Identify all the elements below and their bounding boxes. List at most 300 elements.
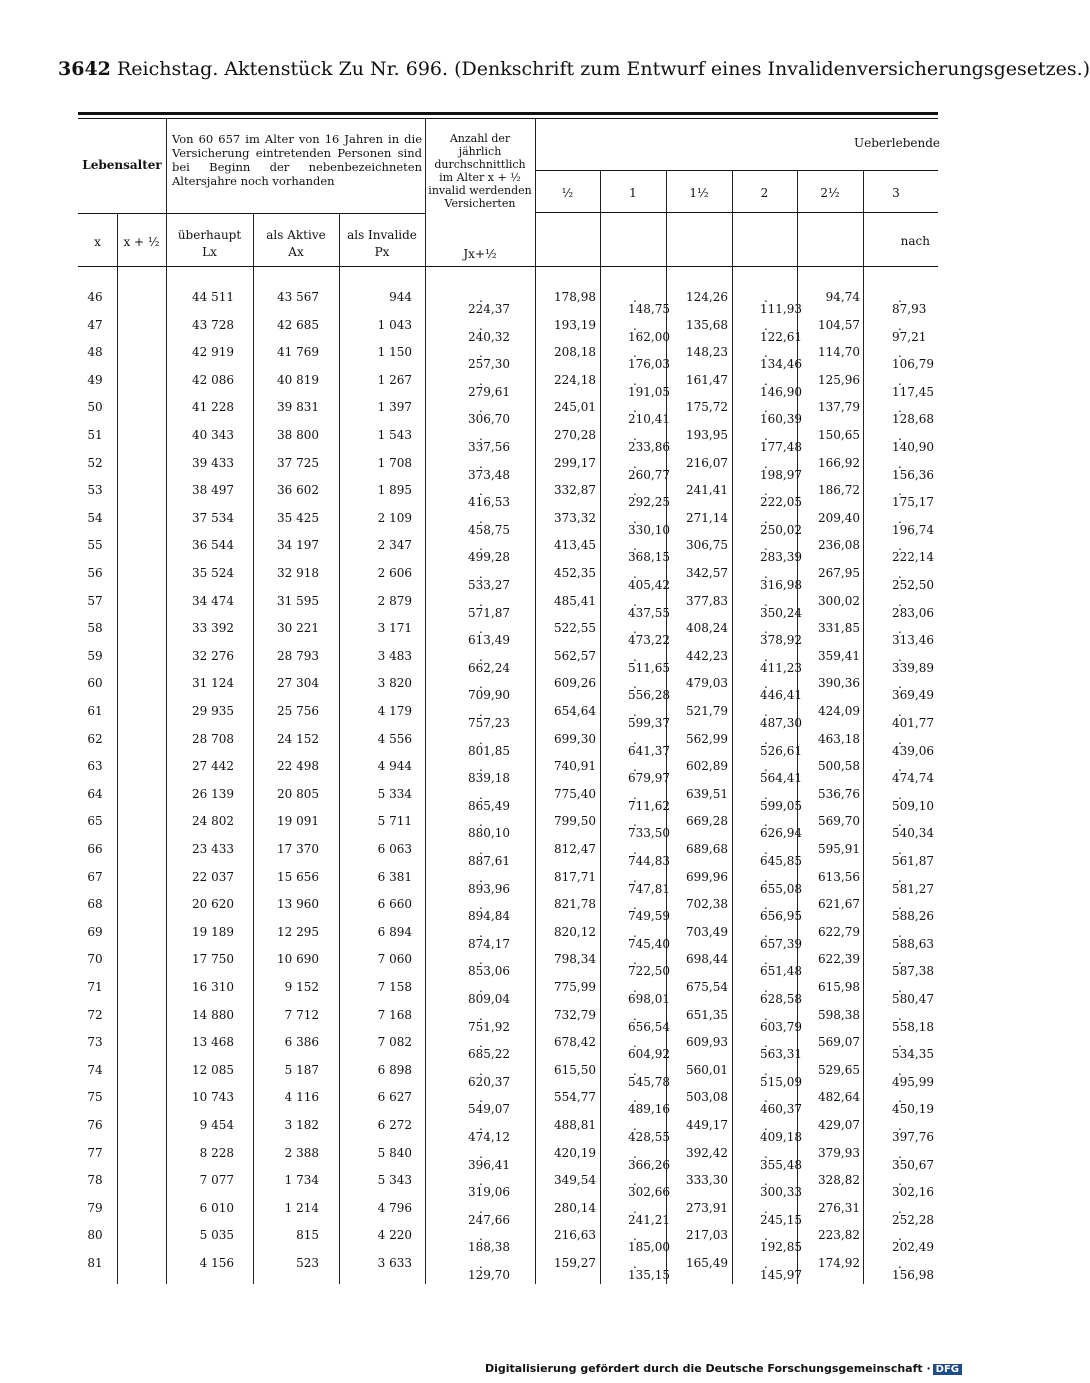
row-age: 54 bbox=[87, 510, 103, 525]
row-lx: 23 433 bbox=[192, 842, 234, 856]
row-y4: 192,85 bbox=[760, 1240, 802, 1255]
row-jx: 416,53 bbox=[468, 495, 510, 510]
row-jx-dot: . bbox=[479, 1257, 483, 1271]
col-line-6 bbox=[535, 119, 536, 1284]
row-age: 50 bbox=[87, 400, 103, 415]
row-px: 4 179 bbox=[377, 704, 412, 718]
row-ax: 42 685 bbox=[277, 317, 319, 332]
row-y4: 626,94 bbox=[760, 826, 802, 841]
row-y1: 216,63 bbox=[554, 1228, 596, 1243]
row-px: 6 381 bbox=[377, 869, 412, 884]
row-y3: 271,14 bbox=[686, 510, 728, 525]
row-y3: 689,68 bbox=[686, 842, 728, 856]
row-jx-dot: . bbox=[479, 1063, 483, 1078]
row-age: 61 bbox=[87, 704, 103, 718]
row-jx: 306,70 bbox=[468, 412, 510, 427]
row-y2: 191,05 bbox=[628, 384, 670, 399]
row-y1: 654,64 bbox=[554, 704, 596, 718]
row-y4: 526,61 bbox=[760, 743, 802, 758]
row-y3: 392,42 bbox=[686, 1145, 728, 1160]
row-y1: 299,17 bbox=[554, 455, 596, 470]
row-jx: 533,27 bbox=[468, 578, 510, 592]
row-y5: 621,67 bbox=[818, 897, 860, 912]
row-y2: 185,00 bbox=[628, 1240, 670, 1255]
row-px: 5 840 bbox=[377, 1145, 412, 1160]
header-rule-age bbox=[78, 213, 166, 214]
row-jx-dot: . bbox=[479, 981, 483, 995]
row-y4-dot: . bbox=[764, 1036, 768, 1051]
row-y1: 699,30 bbox=[554, 731, 596, 746]
row-y4: 460,37 bbox=[760, 1102, 802, 1117]
row-jx-dot: . bbox=[479, 925, 483, 940]
row-age: 62 bbox=[87, 731, 103, 746]
row-y2: 473,22 bbox=[628, 633, 670, 648]
row-y4: 656,95 bbox=[760, 909, 802, 924]
row-age: 76 bbox=[87, 1118, 103, 1132]
row-y4: 245,15 bbox=[760, 1212, 802, 1227]
row-px: 1 150 bbox=[377, 345, 412, 360]
row-y5: 359,41 bbox=[818, 648, 860, 663]
row-y2: 241,21 bbox=[628, 1212, 670, 1227]
x-header: x bbox=[94, 235, 101, 249]
row-y1: 224,18 bbox=[554, 372, 596, 387]
row-age: 63 bbox=[87, 759, 103, 774]
row-y6: 561,87 bbox=[892, 854, 934, 868]
row-y6: 495,99 bbox=[892, 1074, 934, 1089]
row-y6-dot: . bbox=[898, 953, 902, 968]
row-y3: 241,41 bbox=[686, 483, 728, 498]
col-line-9 bbox=[732, 171, 733, 1284]
row-y6-dot: . bbox=[898, 1036, 902, 1051]
row-y3: 703,49 bbox=[686, 924, 728, 939]
row-px: 5 334 bbox=[377, 786, 412, 801]
row-y2-dot: . bbox=[633, 291, 637, 305]
row-y2-dot: . bbox=[633, 401, 637, 416]
row-y3: 698,44 bbox=[686, 952, 728, 967]
row-y3: 175,72 bbox=[686, 400, 728, 415]
row-y3: 193,95 bbox=[686, 428, 728, 442]
row-y2: 176,03 bbox=[628, 357, 670, 372]
year-header-6: 3 bbox=[892, 186, 900, 200]
row-y3: 651,35 bbox=[686, 1007, 728, 1022]
row-y6: 369,49 bbox=[892, 688, 934, 703]
row-age: 59 bbox=[87, 648, 103, 663]
row-age: 71 bbox=[87, 980, 103, 994]
row-y1: 488,81 bbox=[554, 1118, 596, 1132]
row-px: 1 397 bbox=[377, 400, 412, 415]
row-y2-dot: . bbox=[633, 429, 637, 443]
row-y1: 799,50 bbox=[554, 814, 596, 829]
row-y6: 588,63 bbox=[892, 936, 934, 951]
row-jx-dot: . bbox=[479, 484, 483, 499]
row-jx: 685,22 bbox=[468, 1047, 510, 1062]
row-y1: 413,45 bbox=[554, 538, 596, 553]
row-lx: 22 037 bbox=[192, 869, 234, 884]
row-y6: 117,45 bbox=[892, 384, 934, 399]
row-y3: 675,54 bbox=[686, 980, 728, 994]
row-y3: 521,79 bbox=[686, 704, 728, 718]
row-y5: 236,08 bbox=[818, 538, 860, 553]
row-jx-dot: . bbox=[479, 677, 483, 692]
row-y6: 196,74 bbox=[892, 522, 934, 537]
row-y1: 373,32 bbox=[554, 510, 596, 525]
row-lx: 42 919 bbox=[192, 345, 234, 360]
row-ax: 3 182 bbox=[284, 1118, 319, 1132]
row-y6-dot: . bbox=[898, 760, 902, 775]
row-age: 48 bbox=[87, 345, 103, 360]
row-ax: 34 197 bbox=[277, 538, 319, 553]
row-ax: 27 304 bbox=[277, 676, 319, 691]
row-y4: 111,93 bbox=[760, 302, 802, 316]
row-y2-dot: . bbox=[633, 981, 637, 995]
header-rule-lower bbox=[535, 212, 938, 213]
row-ax: 815 bbox=[296, 1228, 319, 1243]
row-y5: 300,02 bbox=[818, 593, 860, 608]
row-px: 3 633 bbox=[377, 1256, 412, 1270]
row-y1: 732,79 bbox=[554, 1007, 596, 1022]
row-px: 944 bbox=[389, 290, 412, 304]
row-y2: 428,55 bbox=[628, 1130, 670, 1144]
row-y2: 545,78 bbox=[628, 1074, 670, 1089]
row-y4: 655,08 bbox=[760, 881, 802, 896]
row-y2: 745,40 bbox=[628, 936, 670, 951]
row-jx-dot: . bbox=[479, 787, 483, 802]
row-y6-dot: . bbox=[898, 732, 902, 747]
row-jx: 337,56 bbox=[468, 440, 510, 454]
row-jx-dot: . bbox=[479, 539, 483, 554]
row-y3: 560,01 bbox=[686, 1062, 728, 1077]
row-y2: 749,59 bbox=[628, 909, 670, 924]
x-half-header: x + ½ bbox=[123, 235, 160, 249]
row-y4-dot: . bbox=[764, 373, 768, 388]
row-jx-dot: . bbox=[479, 567, 483, 581]
row-y2-dot: . bbox=[633, 925, 637, 940]
row-jx-dot: . bbox=[479, 1008, 483, 1023]
row-y6: 302,16 bbox=[892, 1185, 934, 1200]
row-ax: 15 656 bbox=[277, 869, 319, 884]
row-y2-dot: . bbox=[633, 898, 637, 913]
top-rule-thick bbox=[78, 112, 938, 115]
row-y5: 482,64 bbox=[818, 1090, 860, 1105]
row-y2: 210,41 bbox=[628, 412, 670, 427]
row-y3: 377,83 bbox=[686, 593, 728, 608]
row-y4-dot: . bbox=[764, 925, 768, 940]
row-age: 66 bbox=[87, 842, 103, 856]
row-y2-dot: . bbox=[633, 705, 637, 719]
row-y6: 313,46 bbox=[892, 633, 934, 648]
aktive-symbol: Ax bbox=[288, 245, 304, 259]
row-y1: 485,41 bbox=[554, 593, 596, 608]
row-y2-dot: . bbox=[633, 787, 637, 802]
invalide-header: als Invalide bbox=[347, 228, 417, 242]
row-y3: 135,68 bbox=[686, 317, 728, 332]
row-y6-dot: . bbox=[898, 594, 902, 609]
row-y2-dot: . bbox=[633, 346, 637, 361]
row-age: 77 bbox=[87, 1145, 103, 1160]
row-y2-dot: . bbox=[633, 677, 637, 692]
row-jx-dot: . bbox=[479, 953, 483, 968]
row-y3: 124,26 bbox=[686, 290, 728, 304]
row-px: 1 895 bbox=[377, 483, 412, 498]
row-age: 53 bbox=[87, 483, 103, 498]
row-jx: 839,18 bbox=[468, 771, 510, 786]
row-y6-dot: . bbox=[898, 705, 902, 719]
row-y1: 245,01 bbox=[554, 400, 596, 415]
row-y2: 711,62 bbox=[628, 798, 670, 813]
row-y6: 558,18 bbox=[892, 1019, 934, 1034]
row-lx: 24 802 bbox=[192, 814, 234, 829]
running-title: Reichstag. Aktenstück Zu Nr. 696. (Denkschrift zum Entwurf eines Invalidenversicherungsgesetzes.) bbox=[116, 58, 1090, 80]
row-px: 4 944 bbox=[377, 759, 412, 774]
row-lx: 29 935 bbox=[192, 704, 234, 718]
row-px: 3 820 bbox=[377, 676, 412, 691]
row-lx: 34 474 bbox=[192, 593, 234, 608]
row-jx-dot: . bbox=[479, 401, 483, 416]
row-jx: 809,04 bbox=[468, 992, 510, 1006]
row-jx: 613,49 bbox=[468, 633, 510, 648]
row-y2: 233,86 bbox=[628, 440, 670, 454]
row-y5: 598,38 bbox=[818, 1007, 860, 1022]
row-px: 1 043 bbox=[377, 317, 412, 332]
row-px: 7 168 bbox=[377, 1007, 412, 1022]
row-y3: 216,07 bbox=[686, 455, 728, 470]
row-y6-dot: . bbox=[898, 1229, 902, 1244]
row-y1: 178,98 bbox=[554, 290, 596, 304]
row-jx: 571,87 bbox=[468, 605, 510, 620]
row-px: 2 879 bbox=[377, 593, 412, 608]
row-px: 6 894 bbox=[377, 924, 412, 939]
row-lx: 19 189 bbox=[192, 924, 234, 939]
row-y4-dot: . bbox=[764, 1201, 768, 1216]
row-px: 3 171 bbox=[377, 621, 412, 636]
row-y2: 747,81 bbox=[628, 881, 670, 896]
row-ax: 36 602 bbox=[277, 483, 319, 498]
row-jx-dot: . bbox=[479, 1091, 483, 1106]
row-y4-dot: . bbox=[764, 953, 768, 968]
row-y6: 140,90 bbox=[892, 440, 934, 454]
row-y2: 405,42 bbox=[628, 578, 670, 592]
row-y6: 202,49 bbox=[892, 1240, 934, 1255]
row-jx: 620,37 bbox=[468, 1074, 510, 1089]
row-jx-dot: . bbox=[479, 1201, 483, 1216]
row-y1: 821,78 bbox=[554, 897, 596, 912]
row-y5: 390,36 bbox=[818, 676, 860, 691]
row-y2: 744,83 bbox=[628, 854, 670, 868]
col-line-7 bbox=[600, 171, 601, 1284]
row-y2-dot: . bbox=[633, 649, 637, 664]
row-y4: 222,05 bbox=[760, 495, 802, 510]
row-lx: 9 454 bbox=[199, 1118, 234, 1132]
row-lx: 33 392 bbox=[192, 621, 234, 636]
row-y3: 408,24 bbox=[686, 621, 728, 636]
row-y2: 722,50 bbox=[628, 964, 670, 979]
row-ax: 22 498 bbox=[277, 759, 319, 774]
row-y4: 409,18 bbox=[760, 1130, 802, 1144]
row-y4-dot: . bbox=[764, 318, 768, 333]
row-px: 4 796 bbox=[377, 1200, 412, 1215]
row-y5: 529,65 bbox=[818, 1062, 860, 1077]
row-age: 65 bbox=[87, 814, 103, 829]
row-y4-dot: . bbox=[764, 1146, 768, 1161]
row-jx: 887,61 bbox=[468, 854, 510, 868]
row-y2: 292,25 bbox=[628, 495, 670, 510]
row-jx-dot: . bbox=[479, 1174, 483, 1189]
row-y6-dot: . bbox=[898, 373, 902, 388]
row-lx: 4 156 bbox=[199, 1256, 234, 1270]
row-y5: 569,07 bbox=[818, 1035, 860, 1050]
row-y4: 628,58 bbox=[760, 992, 802, 1006]
row-y1: 270,28 bbox=[554, 428, 596, 442]
row-y3: 306,75 bbox=[686, 538, 728, 553]
ueberhaupt-header: überhaupt bbox=[177, 228, 242, 242]
row-y3: 333,30 bbox=[686, 1173, 728, 1188]
row-jx-dot: . bbox=[479, 429, 483, 443]
row-ax: 38 800 bbox=[277, 428, 319, 442]
footer-credit bbox=[485, 1362, 962, 1375]
row-y4: 487,30 bbox=[760, 716, 802, 730]
anzahl-symbol: Jx+½ bbox=[463, 247, 497, 261]
anzahl-header: Anzahl der jährlich durchschnittlich im Alter x + ½ invalid werdenden Versicherten bbox=[428, 132, 532, 210]
row-lx: 14 880 bbox=[192, 1007, 234, 1022]
row-y6: 450,19 bbox=[892, 1102, 934, 1117]
row-ax: 12 295 bbox=[277, 924, 319, 939]
row-y6-dot: . bbox=[898, 346, 902, 361]
row-y5: 424,09 bbox=[818, 704, 860, 718]
row-y4: 355,48 bbox=[760, 1157, 802, 1172]
row-jx-dot: . bbox=[479, 511, 483, 526]
row-jx: 893,96 bbox=[468, 881, 510, 896]
row-y2: 698,01 bbox=[628, 992, 670, 1006]
row-jx: 224,37 bbox=[468, 302, 510, 316]
row-lx: 13 468 bbox=[192, 1035, 234, 1050]
row-y6-dot: . bbox=[898, 429, 902, 443]
row-y4-dot: . bbox=[764, 705, 768, 719]
row-y2-dot: . bbox=[633, 843, 637, 857]
row-px: 1 267 bbox=[377, 372, 412, 387]
row-y6-dot: . bbox=[898, 456, 902, 471]
page-number: 3642 bbox=[58, 58, 111, 80]
row-y4-dot: . bbox=[764, 1008, 768, 1023]
row-jx: 458,75 bbox=[468, 522, 510, 537]
footer-text: Digitalisierung gefördert durch die Deutsche Forschungsgemeinschaft · bbox=[484, 1362, 931, 1375]
row-y4: 160,39 bbox=[760, 412, 802, 427]
col-line-5 bbox=[425, 119, 426, 1284]
row-y4-dot: . bbox=[764, 567, 768, 581]
row-jx: 247,66 bbox=[468, 1212, 510, 1227]
row-y2: 302,66 bbox=[628, 1185, 670, 1200]
row-ax: 17 370 bbox=[277, 842, 319, 856]
row-y4: 563,31 bbox=[760, 1047, 802, 1062]
row-age: 47 bbox=[87, 317, 103, 332]
row-y4: 145,97 bbox=[760, 1268, 802, 1282]
row-ax: 39 831 bbox=[277, 400, 319, 415]
row-y1: 522,55 bbox=[554, 621, 596, 636]
row-y2: 368,15 bbox=[628, 550, 670, 565]
row-px: 3 483 bbox=[377, 648, 412, 663]
row-y5: 94,74 bbox=[825, 290, 860, 304]
row-y6: 350,67 bbox=[892, 1157, 934, 1172]
row-y6: 156,36 bbox=[892, 467, 934, 482]
row-y4: 122,61 bbox=[760, 329, 802, 344]
row-y4-dot: . bbox=[764, 539, 768, 554]
col-line-11 bbox=[863, 171, 864, 1284]
row-y6: 540,34 bbox=[892, 826, 934, 841]
row-y6-dot: . bbox=[898, 1008, 902, 1023]
row-y4-dot: . bbox=[764, 815, 768, 830]
row-y5: 536,76 bbox=[818, 786, 860, 801]
row-y2-dot: . bbox=[633, 732, 637, 747]
row-y3: 503,08 bbox=[686, 1090, 728, 1105]
row-y5: 174,92 bbox=[818, 1256, 860, 1270]
row-y2: 556,28 bbox=[628, 688, 670, 703]
row-y2-dot: . bbox=[633, 1036, 637, 1051]
row-y4: 515,09 bbox=[760, 1074, 802, 1089]
row-y2-dot: . bbox=[633, 511, 637, 526]
row-lx: 12 085 bbox=[192, 1062, 234, 1077]
row-y5: 379,93 bbox=[818, 1145, 860, 1160]
row-px: 1 543 bbox=[377, 428, 412, 442]
row-y2-dot: . bbox=[633, 373, 637, 388]
row-y4: 651,48 bbox=[760, 964, 802, 979]
row-y4-dot: . bbox=[764, 843, 768, 857]
year-header-4: 2 bbox=[760, 186, 769, 200]
row-y4: 603,79 bbox=[760, 1019, 802, 1034]
row-y4-dot: . bbox=[764, 898, 768, 913]
row-y2: 511,65 bbox=[628, 660, 670, 675]
row-y4: 316,98 bbox=[760, 578, 802, 592]
row-lx: 28 708 bbox=[192, 731, 234, 746]
row-age: 68 bbox=[87, 897, 103, 912]
row-jx-dot: . bbox=[479, 318, 483, 333]
row-jx-dot: . bbox=[479, 456, 483, 471]
row-y2-dot: . bbox=[633, 1119, 637, 1133]
row-lx: 43 728 bbox=[192, 317, 234, 332]
row-y4: 134,46 bbox=[760, 357, 802, 372]
row-lx: 31 124 bbox=[192, 676, 234, 691]
row-px: 7 082 bbox=[377, 1035, 412, 1050]
row-ax: 7 712 bbox=[284, 1007, 319, 1022]
row-y3: 562,99 bbox=[686, 731, 728, 746]
running-header bbox=[58, 58, 1090, 86]
row-y4: 411,23 bbox=[760, 660, 802, 675]
row-y4: 198,97 bbox=[760, 467, 802, 482]
row-y6-dot: . bbox=[898, 1146, 902, 1161]
row-y6-dot: . bbox=[898, 539, 902, 554]
row-jx-dot: . bbox=[479, 898, 483, 913]
row-y6-dot: . bbox=[898, 843, 902, 857]
row-age: 52 bbox=[87, 455, 103, 470]
row-y5: 500,58 bbox=[818, 759, 860, 774]
row-y3: 609,93 bbox=[686, 1035, 728, 1050]
row-y6-dot: . bbox=[898, 1201, 902, 1216]
row-jx-dot: . bbox=[479, 870, 483, 885]
row-jx: 549,07 bbox=[468, 1102, 510, 1117]
row-y1: 798,34 bbox=[554, 952, 596, 967]
row-jx: 257,30 bbox=[468, 357, 510, 372]
row-y6: 222,14 bbox=[892, 550, 934, 565]
row-y6-dot: . bbox=[898, 925, 902, 940]
row-jx-dot: . bbox=[479, 373, 483, 388]
row-y6: 397,76 bbox=[892, 1130, 934, 1144]
row-y4: 146,90 bbox=[760, 384, 802, 399]
row-px: 6 898 bbox=[377, 1062, 412, 1077]
row-lx: 17 750 bbox=[192, 952, 234, 967]
row-jx: 757,23 bbox=[468, 716, 510, 730]
row-y2-dot: . bbox=[633, 1257, 637, 1271]
row-y6: 580,47 bbox=[892, 992, 934, 1006]
row-ax: 10 690 bbox=[277, 952, 319, 967]
row-age: 56 bbox=[87, 566, 103, 580]
